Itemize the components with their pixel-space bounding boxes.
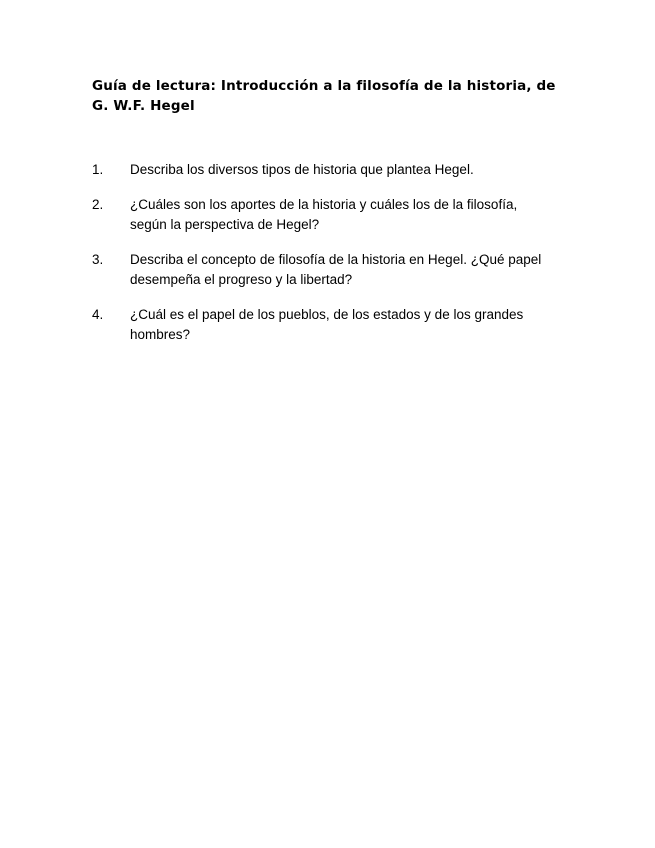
question-number: 3. [92, 252, 104, 267]
question-number: 1. [92, 162, 104, 177]
question-text: Describa el concepto de filosofía de la historia en Hegel. ¿Qué papel [130, 252, 542, 267]
question-text: según la perspectiva de Hegel? [130, 217, 320, 232]
title-line: Guía de lectura: Introducción a la filosofía de la historia, de [92, 78, 556, 94]
question-text: Describa los diversos tipos de historia que plantea Hegel. [130, 162, 474, 177]
title-line: G. W.F. Hegel [92, 98, 195, 114]
question-item-3 [92, 250, 592, 290]
document-title [92, 76, 592, 116]
question-text: ¿Cuál es el papel de los pueblos, de los estados y de los grandes [130, 307, 524, 322]
question-item-1 [92, 160, 592, 180]
question-item-2 [92, 195, 592, 235]
question-list [92, 160, 592, 345]
question-number: 2. [92, 197, 104, 212]
question-text: ¿Cuáles son los aportes de la historia y cuáles los de la filosofía, [130, 197, 518, 212]
question-item-4 [92, 305, 592, 345]
question-number: 4. [92, 307, 104, 322]
question-text: hombres? [130, 327, 191, 342]
question-text: desempeña el progreso y la libertad? [130, 272, 353, 287]
